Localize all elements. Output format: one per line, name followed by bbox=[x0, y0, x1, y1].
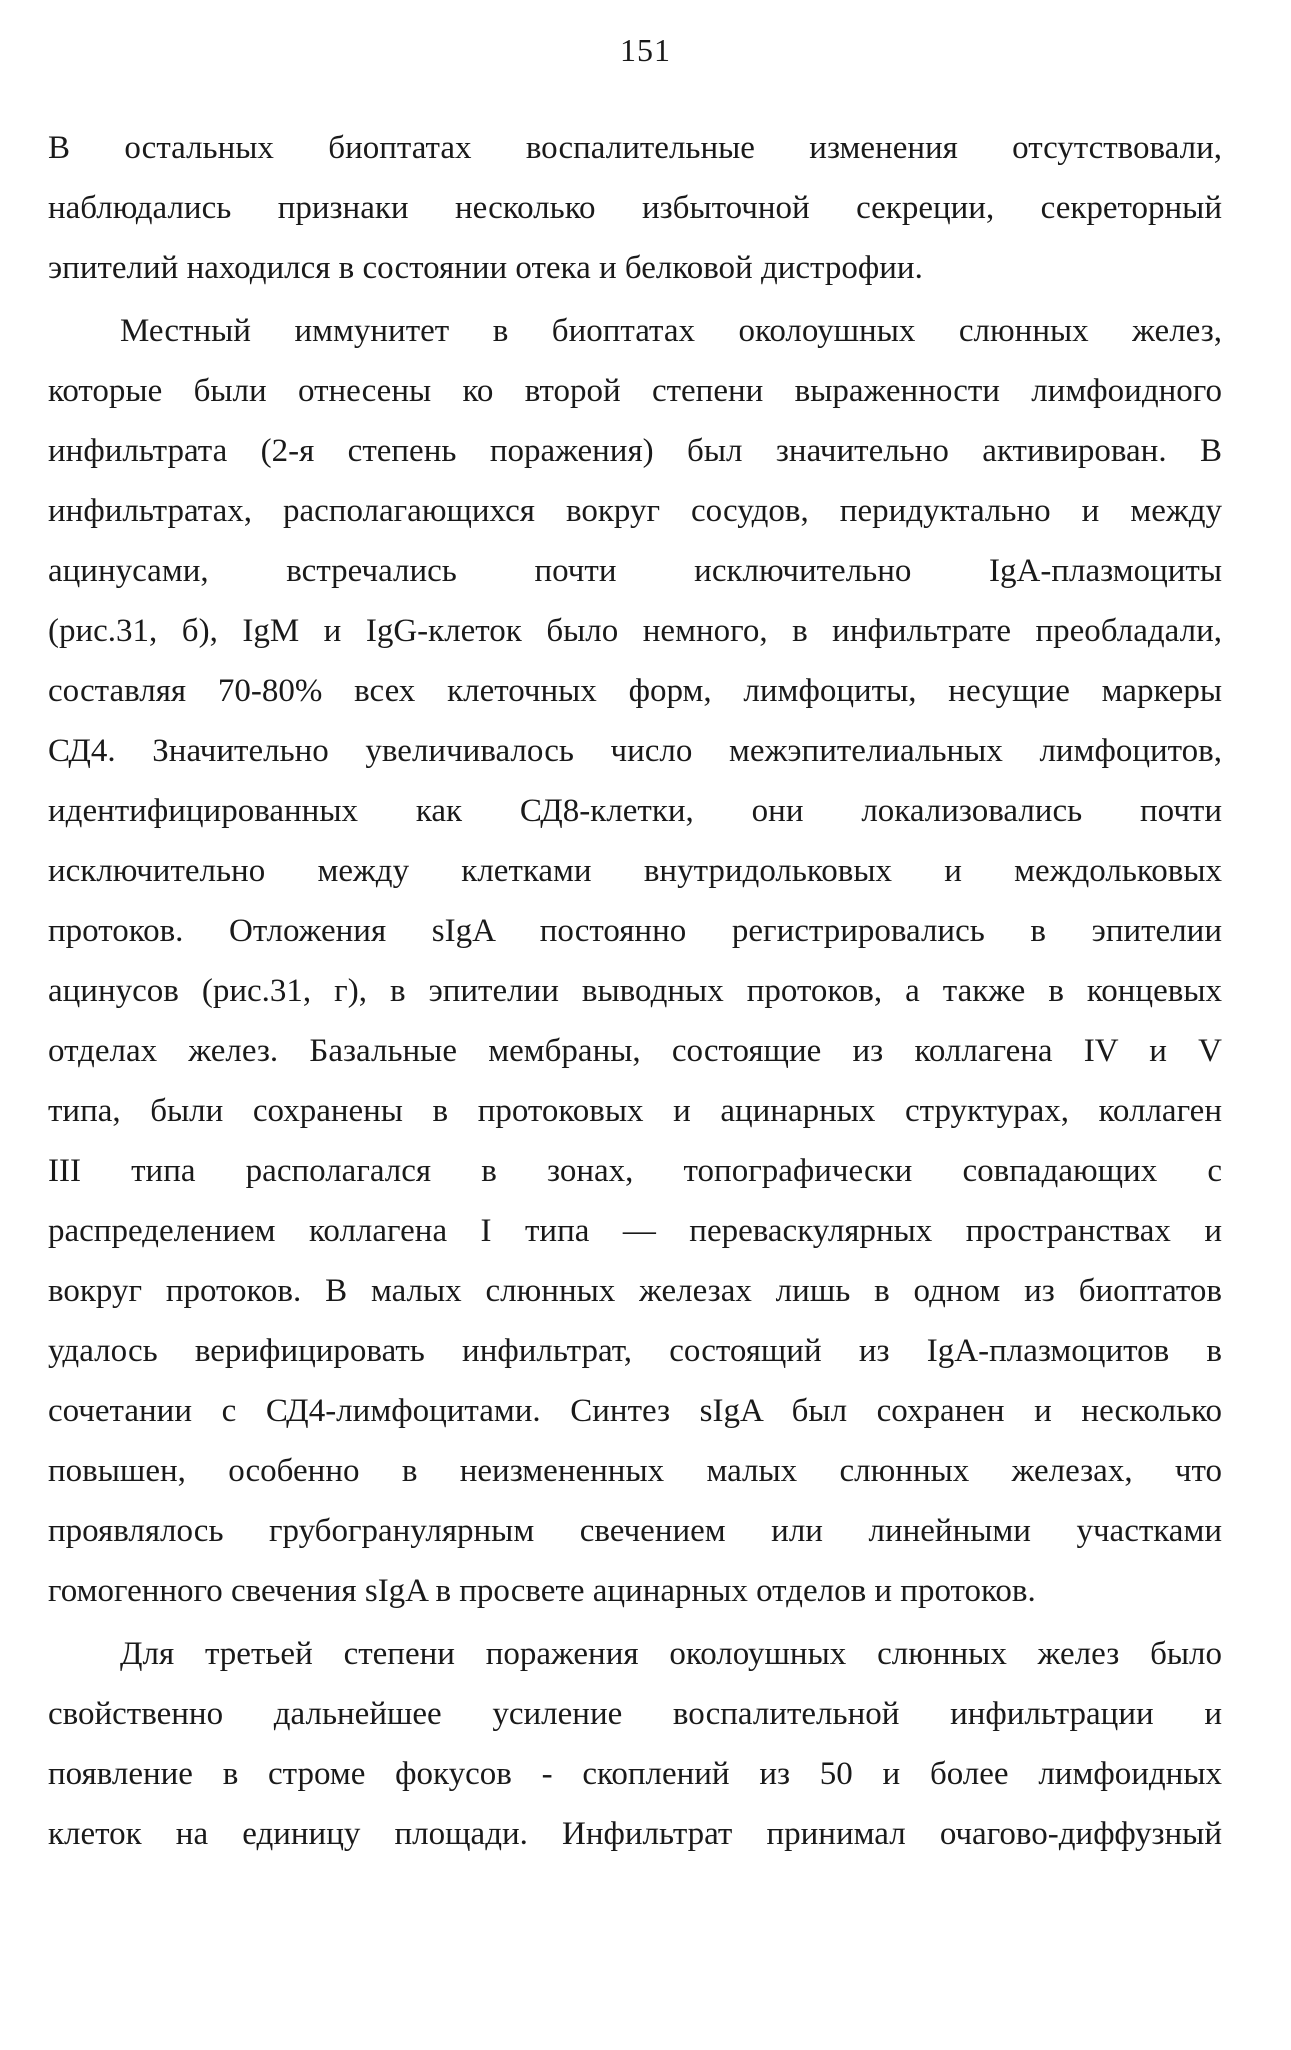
text-line: (рис.31, б), IgM и IgG-клеток было немного, в инфильтрате преобладали, bbox=[48, 613, 1222, 649]
text-line: отделах желез. Базальные мембраны, состоящие из коллагена IV и V bbox=[48, 1033, 1222, 1069]
text-line: составляя 70-80% всех клеточных форм, лимфоциты, несущие маркеры bbox=[48, 673, 1222, 709]
text-line: В остальных биоптатах воспалительные изменения отсутствовали, bbox=[48, 130, 1222, 166]
text-line: ацинусов (рис.31, г), в эпителии выводных протоков, а также в концевых bbox=[48, 973, 1222, 1009]
text-line: повышен, особенно в неизмененных малых слюнных железах, что bbox=[48, 1453, 1222, 1489]
text-line: типа, были сохранены в протоковых и ацинарных структурах, коллаген bbox=[48, 1093, 1222, 1129]
paragraph-2 bbox=[48, 301, 1222, 1621]
text-line: вокруг протоков. В малых слюнных железах лишь в одном из биоптатов bbox=[48, 1273, 1222, 1309]
text-line: III типа располагался в зонах, топографически совпадающих с bbox=[48, 1153, 1222, 1189]
paragraph-1 bbox=[48, 118, 1222, 298]
text-line: Для третьей степени поражения околоушных слюнных желез было bbox=[120, 1636, 1222, 1672]
page-number: 151 bbox=[620, 32, 671, 68]
text-line: эпителий находился в состоянии отека и белковой дистрофии. bbox=[48, 250, 923, 286]
text-line: инфильтратах, располагающихся вокруг сосудов, перидуктально и между bbox=[48, 493, 1222, 529]
text-line: исключительно между клетками внутридольковых и междольковых bbox=[48, 853, 1222, 889]
body-text bbox=[48, 118, 1222, 1864]
text-line: инфильтрата (2-я степень поражения) был значительно активирован. В bbox=[48, 433, 1222, 469]
text-line: гомогенного свечения sIgA в просвете ацинарных отделов и протоков. bbox=[48, 1573, 1036, 1609]
text-line: СД4. Значительно увеличивалось число межэпителиальных лимфоцитов, bbox=[48, 733, 1222, 769]
text-line: удалось верифицировать инфильтрат, состоящий из IgA-плазмоцитов в bbox=[48, 1333, 1222, 1369]
text-line: свойственно дальнейшее усиление воспалительной инфильтрации и bbox=[48, 1696, 1222, 1732]
text-line: идентифицированных как СД8-клетки, они локализовались почти bbox=[48, 793, 1222, 829]
paragraph-3 bbox=[48, 1624, 1222, 1864]
text-line: сочетании с СД4-лимфоцитами. Синтез sIgA был сохранен и несколько bbox=[48, 1393, 1222, 1429]
text-line: которые были отнесены ко второй степени выраженности лимфоидного bbox=[48, 373, 1222, 409]
text-line: распределением коллагена I типа — переваскулярных пространствах и bbox=[48, 1213, 1222, 1249]
text-line: протоков. Отложения sIgA постоянно регистрировались в эпителии bbox=[48, 913, 1222, 949]
text-line: Местный иммунитет в биоптатах околоушных слюнных желез, bbox=[120, 313, 1222, 349]
text-line: появление в строме фокусов - скоплений из 50 и более лимфоидных bbox=[48, 1756, 1222, 1792]
text-line: клеток на единицу площади. Инфильтрат принимал очагово-диффузный bbox=[48, 1816, 1222, 1852]
text-line: проявлялось грубогранулярным свечением или линейными участками bbox=[48, 1513, 1222, 1549]
text-line: ацинусами, встречались почти исключительно IgA-плазмоциты bbox=[48, 553, 1222, 589]
text-line: наблюдались признаки несколько избыточной секреции, секреторный bbox=[48, 190, 1222, 226]
